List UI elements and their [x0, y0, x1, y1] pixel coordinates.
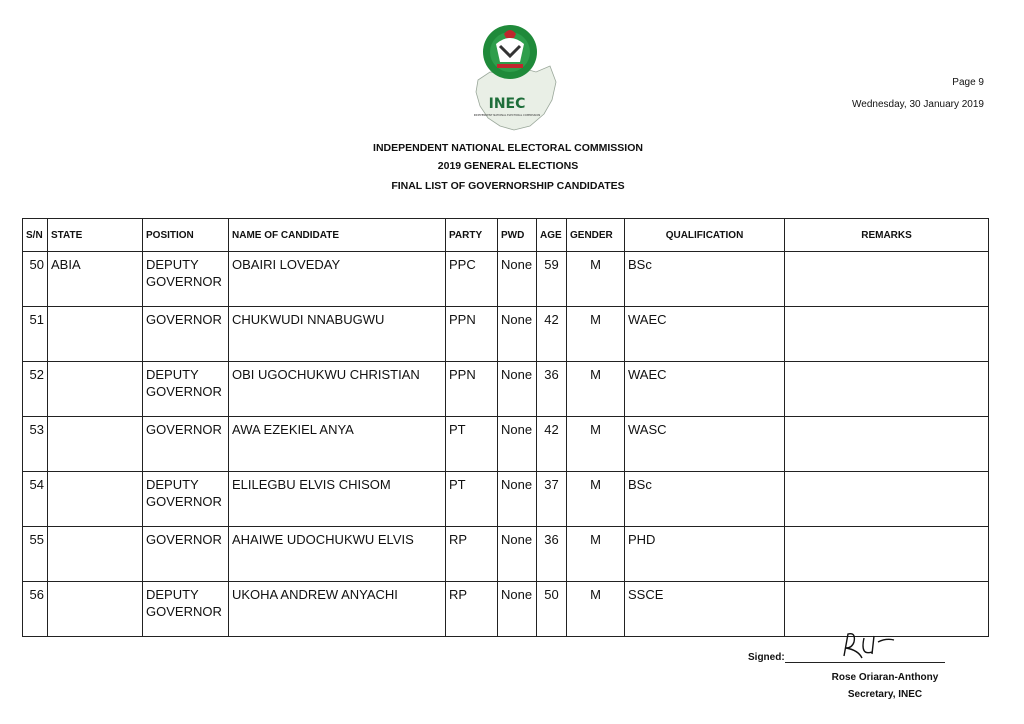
- cell-remarks: [785, 362, 989, 417]
- cell-age: 42: [537, 307, 567, 362]
- cell-qualification: WAEC: [625, 362, 785, 417]
- header-position: POSITION: [143, 219, 229, 252]
- cell-gender: M: [567, 252, 625, 307]
- cell-sn: 55: [23, 527, 48, 582]
- cell-gender: M: [567, 307, 625, 362]
- cell-sn: 52: [23, 362, 48, 417]
- cell-age: 59: [537, 252, 567, 307]
- header-age: AGE: [537, 219, 567, 252]
- cell-sn: 51: [23, 307, 48, 362]
- cell-position: GOVERNOR: [143, 527, 229, 582]
- table-row: [23, 252, 989, 307]
- cell-sn: 56: [23, 582, 48, 637]
- header-party: PARTY: [446, 219, 498, 252]
- heading-list-title: FINAL LIST OF GOVERNORSHIP CANDIDATES: [391, 180, 625, 192]
- signer-title: Secretary, INEC: [847, 689, 923, 700]
- cell-sn: 50: [23, 252, 48, 307]
- signer-name: Rose Oriaran-Anthony: [831, 672, 939, 683]
- table-row: [23, 417, 989, 472]
- cell-name: OBI UGOCHUKWU CHRISTIAN: [229, 362, 446, 417]
- signature-line: [785, 662, 945, 663]
- cell-qualification: WASC: [625, 417, 785, 472]
- cell-party: RP: [446, 527, 498, 582]
- cell-gender: M: [567, 417, 625, 472]
- cell-qualification: WAEC: [625, 307, 785, 362]
- cell-age: 50: [537, 582, 567, 637]
- cell-sn: 54: [23, 472, 48, 527]
- cell-name: ELILEGBU ELVIS CHISOM: [229, 472, 446, 527]
- heading-election: 2019 GENERAL ELECTIONS: [437, 160, 579, 172]
- report-date: Wednesday, 30 January 2019: [852, 99, 984, 110]
- cell-age: 42: [537, 417, 567, 472]
- table-row: [23, 472, 989, 527]
- cell-name: OBAIRI LOVEDAY: [229, 252, 446, 307]
- cell-party: PT: [446, 417, 498, 472]
- cell-remarks: [785, 252, 989, 307]
- logo-subtext: INDEPENDENT NATIONAL ELECTORAL COMMISSION: [473, 114, 541, 117]
- cell-remarks: [785, 472, 989, 527]
- cell-pwd: None: [498, 527, 537, 582]
- shield-icon: [496, 38, 524, 62]
- cell-party: PT: [446, 472, 498, 527]
- inec-logo: [470, 22, 560, 140]
- cell-qualification: BSc: [625, 252, 785, 307]
- cell-remarks: [785, 417, 989, 472]
- page-number: Page 9: [952, 77, 984, 88]
- cell-party: PPN: [446, 362, 498, 417]
- cell-position: GOVERNOR: [143, 307, 229, 362]
- cell-state: [48, 307, 143, 362]
- cell-position: DEPUTY GOVERNOR: [143, 362, 229, 417]
- heading-commission: INDEPENDENT NATIONAL ELECTORAL COMMISSION: [373, 142, 643, 154]
- cell-name: UKOHA ANDREW ANYACHI: [229, 582, 446, 637]
- header-name: NAME OF CANDIDATE: [229, 219, 446, 252]
- cell-state: [48, 582, 143, 637]
- cell-pwd: None: [498, 582, 537, 637]
- cell-sn: 53: [23, 417, 48, 472]
- header-remarks: REMARKS: [785, 219, 989, 252]
- cell-remarks: [785, 527, 989, 582]
- cell-qualification: SSCE: [625, 582, 785, 637]
- emblem-base: [497, 64, 523, 68]
- cell-state: [48, 472, 143, 527]
- cell-position: GOVERNOR: [143, 417, 229, 472]
- cell-age: 36: [537, 527, 567, 582]
- cell-pwd: None: [498, 307, 537, 362]
- cell-party: PPC: [446, 252, 498, 307]
- cell-pwd: None: [498, 362, 537, 417]
- cell-pwd: None: [498, 472, 537, 527]
- header-gender: GENDER: [567, 219, 625, 252]
- cell-pwd: None: [498, 417, 537, 472]
- cell-gender: M: [567, 472, 625, 527]
- cell-party: RP: [446, 582, 498, 637]
- cell-gender: M: [567, 582, 625, 637]
- cell-name: AHAIWE UDOCHUKWU ELVIS: [229, 527, 446, 582]
- cell-party: PPN: [446, 307, 498, 362]
- table-row: [23, 307, 989, 362]
- signed-label: Signed:: [748, 652, 785, 663]
- cell-state: [48, 417, 143, 472]
- header-qualification: QUALIFICATION: [625, 219, 785, 252]
- cell-pwd: None: [498, 252, 537, 307]
- page-meta: [852, 72, 984, 116]
- cell-gender: M: [567, 527, 625, 582]
- cell-name: AWA EZEKIEL ANYA: [229, 417, 446, 472]
- cell-age: 37: [537, 472, 567, 527]
- handwritten-signature: [838, 628, 898, 662]
- table-header-row: [23, 219, 989, 252]
- header-sn: S/N: [23, 219, 48, 252]
- cell-state: [48, 362, 143, 417]
- header-pwd: PWD: [498, 219, 537, 252]
- cell-position: DEPUTY GOVERNOR: [143, 582, 229, 637]
- cell-qualification: PHD: [625, 527, 785, 582]
- cell-position: DEPUTY GOVERNOR: [143, 252, 229, 307]
- cell-state: ABIA: [48, 252, 143, 307]
- table-row: [23, 362, 989, 417]
- cell-gender: M: [567, 362, 625, 417]
- cell-age: 36: [537, 362, 567, 417]
- header-state: STATE: [48, 219, 143, 252]
- cell-name: CHUKWUDI NNABUGWU: [229, 307, 446, 362]
- cell-position: DEPUTY GOVERNOR: [143, 472, 229, 527]
- cell-state: [48, 527, 143, 582]
- candidates-table: [22, 218, 989, 637]
- cell-qualification: BSc: [625, 472, 785, 527]
- cell-remarks: [785, 307, 989, 362]
- logo-wordmark: INEC: [488, 96, 526, 112]
- table-row: [23, 527, 989, 582]
